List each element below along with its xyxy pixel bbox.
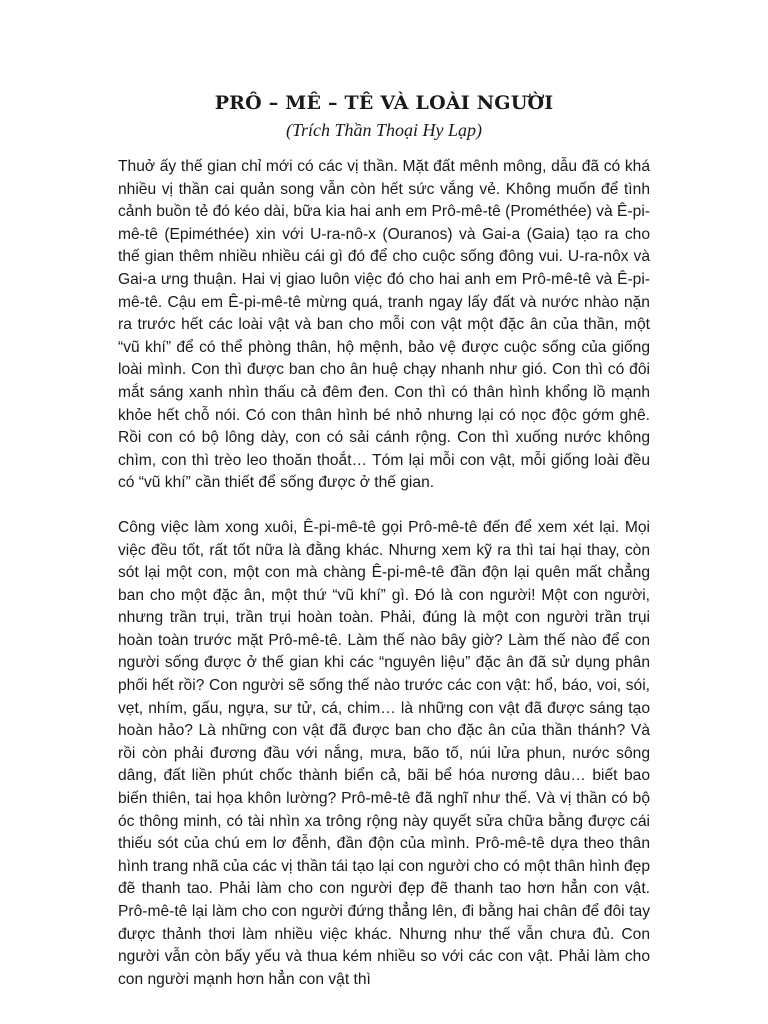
document-title: PRÔ – MÊ – TÊ VÀ LOÀI NGƯỜI [214,92,554,114]
paragraph-2: Công việc làm xong xuôi, Ê-pi-mê-tê gọi Prô-mê-tê đến để xem xét lại. Mọi việc đều tốt, rất tốt nữa là đằng khác. Nhưng xem kỹ ra thì tai hại thay, còn sót lại một con, một con mà chàng Ê-pi-mê-tê đần độn lại quên mất chẳng ban cho một đặc ân, một thứ “vũ khí” gì. Đó là con người! Một con người, nhưng trần trụi, trần trụi hoàn toàn. Phải, đúng là một con người trần trụi hoàn toàn trước mặt Prô-mê-tê. Làm thế nào bây giờ? Làm thế nào để con người sống được ở thế gian khi các “nguyên liệu” đặc ân đã sử dụng phân phối hết rồi? Con người sẽ sống thế nào trước các con vật: hổ, báo, voi, sói, vẹt, nhím, gấu, ngựa, sư tử, cá, chim… là những con vật đã được sáng tạo hoàn hảo? Là những con vật đã được ban cho đặc ân của thần thánh? Và rồi còn phải đương đầu với nắng, mưa, bão tố, núi lửa phun, nước sông dâng, đất liền phút chốc thành biển cả, bãi bể hóa nương dâu… biết bao biến thiên, tai họa khôn lường? Prô-mê-tê đã nghĩ như thế. Và vị thần có bộ óc thông minh, có tài nhìn xa trông rộng này quyết sửa chữa bằng được cái thiếu sót của chú em lơ đễnh, đần độn của mình. Prô-mê-tê dựa theo thân hình trang nhã của các vị thần tái tạo lại con người cho có một thân hình đẹp đẽ thanh tao. Phải làm cho con người đẹp đẽ thanh tao hơn hẳn con vật. Prô-mê-tê lại làm cho con người đứng thẳng lên, đi bằng hai chân để đôi tay được thảnh thơi làm nhiều việc khác. Nhưng như thế vẫn chưa đủ. Con người vẫn còn bấy yếu và thua kém nhiều so với các con vật. Phải làm cho con người mạnh hơn hẳn con vật thì [118,518,650,988]
paragraph-1: Thuở ấy thế gian chỉ mới có các vị thần. Mặt đất mênh mông, dẫu đã có khá nhiều vị thần cai quản song vẫn còn hết sức vắng vẻ. Không muốn để tình cảnh buồn tẻ đó kéo dài, bữa kia hai anh em Prô-mê-tê (Prométhée) và Ê-pi-mê-tê (Epiméthée) xin với U-ra-nô-x (Ouranos) và Gai-a (Gaia) tạo ra cho thế gian thêm nhiều nhiều cái gì đó để cho cuộc sống đông vui. U-ra-nôx và Gai-a ưng thuận. Hai vị giao luôn việc đó cho hai anh em Prô-mê-tê và Ê-pi-mê-tê. Cậu em Ê-pi-mê-tê mừng quá, tranh ngay lấy đất và nước nhào nặn ra trước hết các loài vật và ban cho mỗi con vật một đặc ân của thần, một “vũ khí” để có thể phòng thân, hộ mệnh, bảo vệ được cuộc sống của giống loài mình. Con thì được ban cho ân huệ chạy nhanh như gió. Con thì có đôi mắt sáng xanh nhìn thấu cả đêm đen. Con thì có thân hình khổng lồ mạnh khỏe hết chỗ nói. Có con thân hình bé nhỏ nhưng lại có nọc độc gớm ghê. Rồi con có bộ lông dày, con có sải cánh rộng. Con thì xuống nước không chìm, con thì trèo leo thoăn thoắt… Tóm lại mỗi con vật, mỗi giống loài đều có “vũ khí” cần thiết để sống được ở thế gian. [118,158,650,492]
document-body [118,156,650,991]
document-subtitle: (Trích Thần Thoại Hy Lạp) [285,120,483,140]
